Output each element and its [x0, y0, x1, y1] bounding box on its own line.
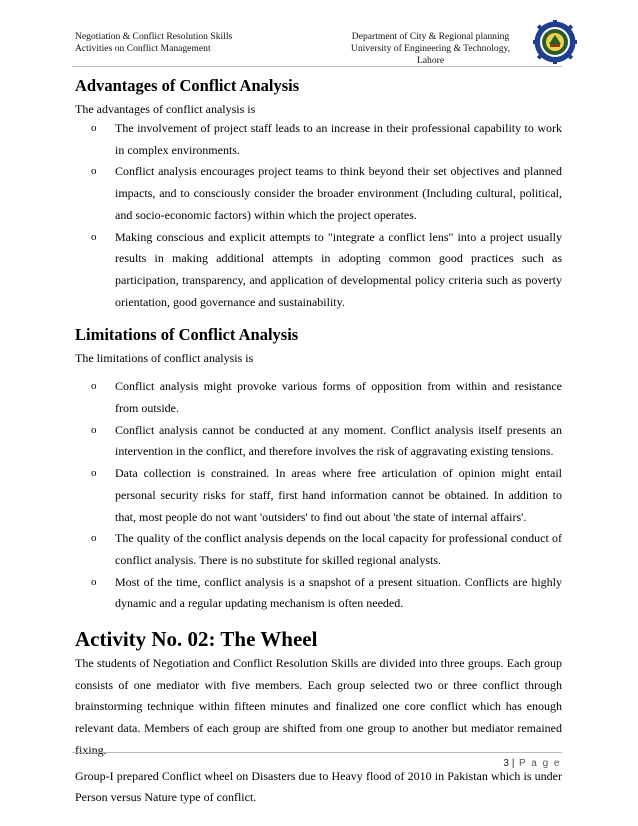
university-seal-icon: [533, 20, 577, 64]
list-item: o Conflict analysis might provoke various forms of opposition from within and resistance from outside.: [75, 376, 562, 419]
advantages-intro: The advantages of conflict analysis is: [75, 102, 256, 116]
page-number-value: 3: [503, 758, 509, 769]
limitations-list: [75, 376, 562, 615]
bullet-marker: o: [91, 380, 97, 393]
bullet-marker: o: [91, 532, 97, 545]
bullet-marker: o: [91, 467, 97, 480]
bullet-marker: o: [91, 230, 97, 243]
list-item: o The quality of the conflict analysis depends on the local capacity for professional conduct of conflict analysis. There is no substitute for skilled regional analysts.: [75, 528, 562, 571]
header-university: University of Engineering & Technology, Lahore: [350, 43, 511, 66]
header-course-title: Negotiation & Conflict Resolution Skills: [75, 31, 233, 42]
limitations-intro: The limitations of conflict analysis is: [75, 351, 254, 366]
page-number: [503, 758, 561, 769]
activity-paragraph-2: Group-I prepared Conflict wheel on Disasters due to Heavy flood of 2010 in Pakistan which is under Person versus Nature type of conflict.: [75, 768, 562, 805]
list-item: o The involvement of project staff leads to an increase in their professional capability to work in complex environments.: [75, 118, 562, 161]
advantages-list: [75, 118, 562, 313]
header-divider: [72, 66, 562, 67]
list-item: o Most of the time, conflict analysis is a snapshot of a present situation. Conflicts are highly dynamic and a regular updating mechanism is often needed.: [75, 572, 562, 615]
page-number-separator: |: [511, 758, 516, 769]
activity-heading: Activity No. 02: The Wheel: [75, 627, 318, 652]
bullet-marker: o: [91, 423, 97, 436]
header-left: [75, 31, 232, 55]
list-item: o Data collection is constrained. In areas where free articulation of opinion might entail personal security risks for staff, first hand information cannot be obtained. In addition to that, most people do not want 'outsiders' to find out about 'the state of internal affairs'.: [75, 463, 562, 528]
header-department: Department of City & Regional planning: [351, 31, 510, 42]
activity-paragraph-1: The students of Negotiation and Conflict Resolution Skills are divided into three groups. Each group consists of one mediator with five members. Each group selected two or three conflict through brainstorming technique within fifteen minutes and finalized one core conflict which has enough relevant data. Members of each group are shifted from one group to another but mediator remained fixing.: [75, 656, 562, 757]
footer-divider: [72, 752, 562, 753]
bullet-marker: o: [91, 165, 97, 178]
bullet-marker: o: [91, 122, 97, 134]
page-content: [75, 76, 562, 809]
list-item: o Making conscious and explicit attempts to "integrate a conflict lens" into a project usually results in making additional attempts in adopting common good practices such as participation, transparency, and application of developmental policy criteria such as poverty orientation, good governance and sustainability.: [75, 227, 562, 314]
bullet-marker: o: [91, 575, 97, 588]
limitations-heading: Limitations of Conflict Analysis: [75, 325, 299, 345]
advantages-heading: Advantages of Conflict Analysis: [75, 76, 300, 95]
header-right: [343, 31, 518, 67]
list-item: o Conflict analysis encourages project teams to think beyond their set objectives and planned impacts, and to consciously consider the broader environment (Including cultural, political, and socio-economic factors) within which the project operates.: [75, 161, 562, 226]
page-label: P a g e: [518, 758, 561, 769]
header-activity-title: Activities on Conflict Management: [75, 43, 211, 54]
list-item: o Conflict analysis cannot be conducted at any moment. Conflict analysis itself presents an intervention in the conflict, and therefore involves the risk of aggravating existing tensions.: [75, 420, 562, 463]
